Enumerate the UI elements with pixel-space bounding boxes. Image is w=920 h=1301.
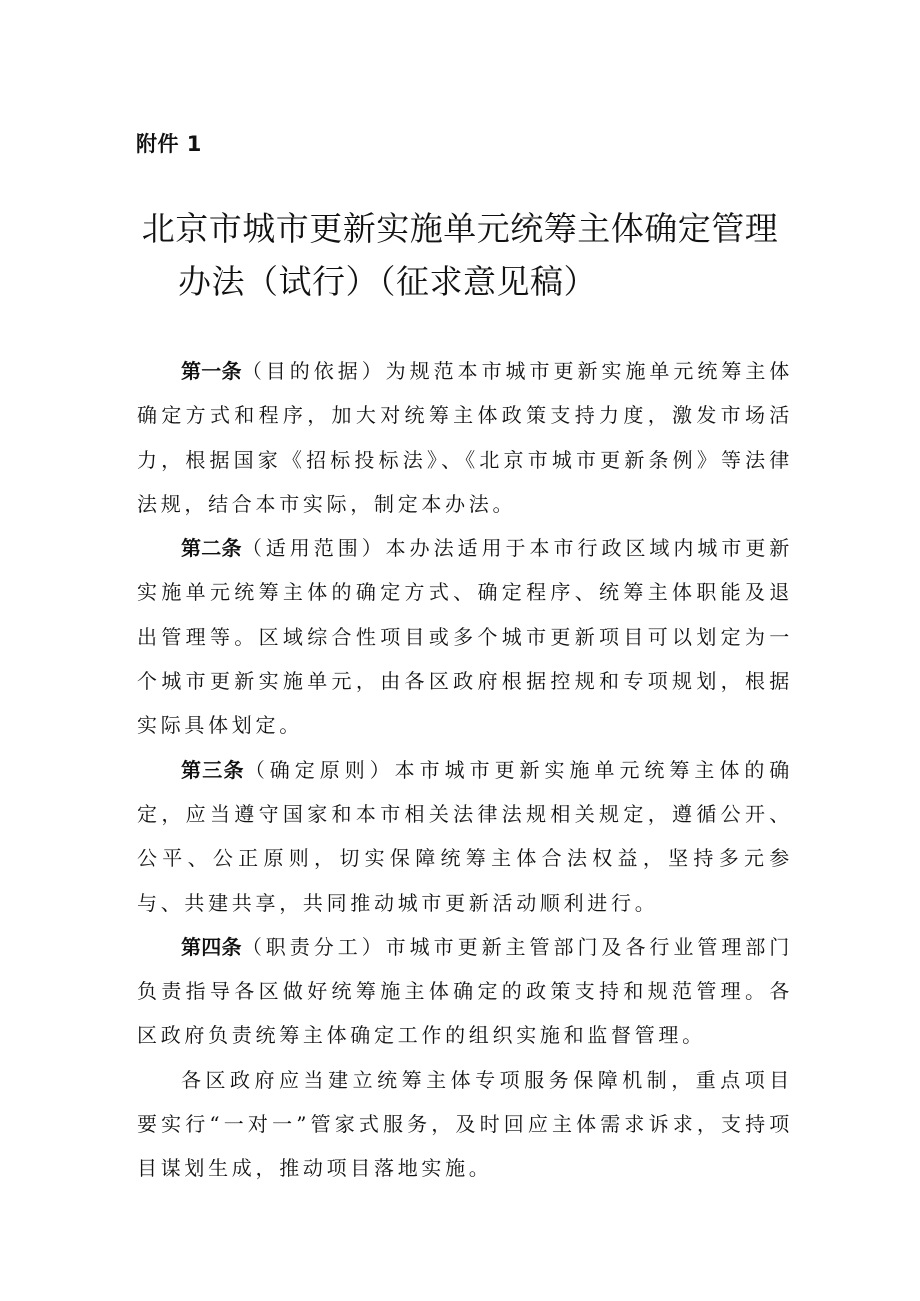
document-title [100, 202, 820, 308]
article-text: （确定原则）本市城市更新实施单元统筹主体的确定，应当遵守国家和本市相关法律法规相关规定，遵循公开、公平、公正原则，切实保障统筹主体合法权益，坚持多元参与、共建共享，共同推动城市更新活动顺利进行。 [137, 757, 793, 915]
article-heading: 第一条 [181, 359, 242, 383]
article-heading: 第二条 [181, 536, 242, 561]
article-text: （适用范围）本办法适用于本市行政区域内城市更新实施单元统筹主体的确定方式、确定程序、统筹主体职能及退出管理等。区域综合性项目或多个城市更新项目可以划定为一个城市更新实施单元，由各区政府根据控规和专项规划，根据实际具体划定。 [137, 536, 793, 738]
article-heading: 第四条 [181, 934, 242, 959]
document-body [137, 349, 793, 1191]
title-line-1: 北京市城市更新实施单元统筹主体确定管理 [141, 209, 779, 248]
article-4-paragraph-2: 各区政府应当建立统筹主体专项服务保障机制，重点项目要实行“一对一”管家式服务，及时回应主体需求诉求，支持项目谋划生成，推动项目落地实施。 [137, 1067, 793, 1181]
article-3 [137, 748, 793, 925]
article-4 [137, 925, 793, 1058]
article-heading: 第三条 [181, 757, 245, 782]
title-line-2: 办法（试行）（征求意见稿） [178, 262, 597, 301]
article-text: （目的依据）为规范本市城市更新实施单元统筹主体确定方式和程序，加大对统筹主体政策支持力度，激发市场活力，根据国家《招标投标法》、《北京市城市更新条例》等法律法规，结合本市实际，制定本办法。 [137, 359, 793, 516]
article-text: （职责分工）市城市更新主管部门及各行业管理部门负责指导各区做好统筹施主体确定的政策支持和规范管理。各区政府负责统筹主体确定工作的组织实施和监督管理。 [137, 934, 793, 1048]
attachment-label: 附件 1 [136, 132, 202, 156]
article-1 [137, 349, 793, 526]
article-2 [137, 526, 793, 747]
